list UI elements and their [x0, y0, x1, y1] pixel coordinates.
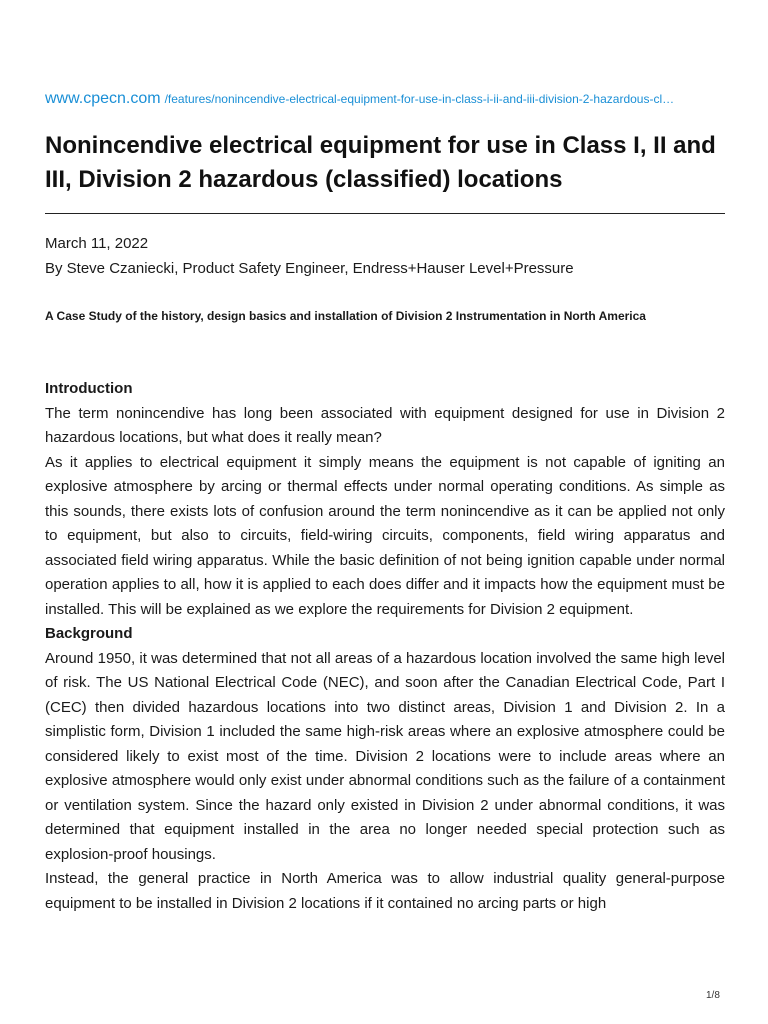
page-number: 1/8: [706, 990, 720, 1001]
url-path-link[interactable]: /features/nonincendive-electrical-equipment-for-use-in-class-i-ii-and-iii-division-2-hazardous-cl…: [164, 92, 675, 106]
title-divider: [45, 213, 725, 214]
article-byline: By Steve Czaniecki, Product Safety Engineer, Endress+Hauser Level+Pressure: [45, 260, 574, 277]
url-domain-link[interactable]: www.cpecn.com: [45, 90, 161, 107]
article-body: [45, 377, 725, 916]
paragraph: As it applies to electrical equipment it simply means the equipment is not capable of igniting an explosive atmosphere by arcing or thermal effects under normal operating conditions. As simple as this sounds, there exists lots of confusion around the term nonincendive as it can be applied not only to equipment, but also to circuits, field-wiring circuits, components, field wiring apparatus and associated field wiring apparatus. While the basic definition of not being ignition capable under normal operation applies to all, how it is applied to each does differ and it impacts how the equipment must be installed. This will be explained as we explore the requirements for Division 2 equipment.: [45, 453, 725, 618]
article-subtitle: A Case Study of the history, design basics and installation of Division 2 Instrumentation in North America: [45, 309, 646, 323]
article-title: Nonincendive electrical equipment for use in Class I, II and III, Division 2 hazardous (classified) locations: [45, 132, 716, 193]
article-date: March 11, 2022: [45, 235, 149, 252]
section-heading-background: Background: [45, 625, 133, 642]
section-heading-introduction: Introduction: [45, 380, 133, 397]
source-url[interactable]: [45, 89, 725, 109]
paragraph: The term nonincendive has long been associated with equipment designed for use in Division 2 hazardous locations, but what does it really mean?: [45, 404, 725, 446]
paragraph: Instead, the general practice in North America was to allow industrial quality general-purpose equipment to be installed in Division 2 locations if it contained no arcing parts or high: [45, 870, 725, 912]
paragraph: Around 1950, it was determined that not all areas of a hazardous location involved the same high level of risk. The US National Electrical Code (NEC), and soon after the Canadian Electrical Code, Part I (CEC) then divided hazardous locations into two distinct areas, Division 1 and Division 2. In a simplistic form, Division 1 included the same high-risk areas where an explosive atmosphere could be considered likely to exist most of the time. Division 2 locations were to include areas where an explosive atmosphere would only exist under abnormal conditions such as the failure of a containment or ventilation system. Since the hazard only existed in Division 2 under abnormal conditions, it was determined that equipment installed in the area no longer needed special protection such as explosion-proof housings.: [45, 649, 725, 863]
